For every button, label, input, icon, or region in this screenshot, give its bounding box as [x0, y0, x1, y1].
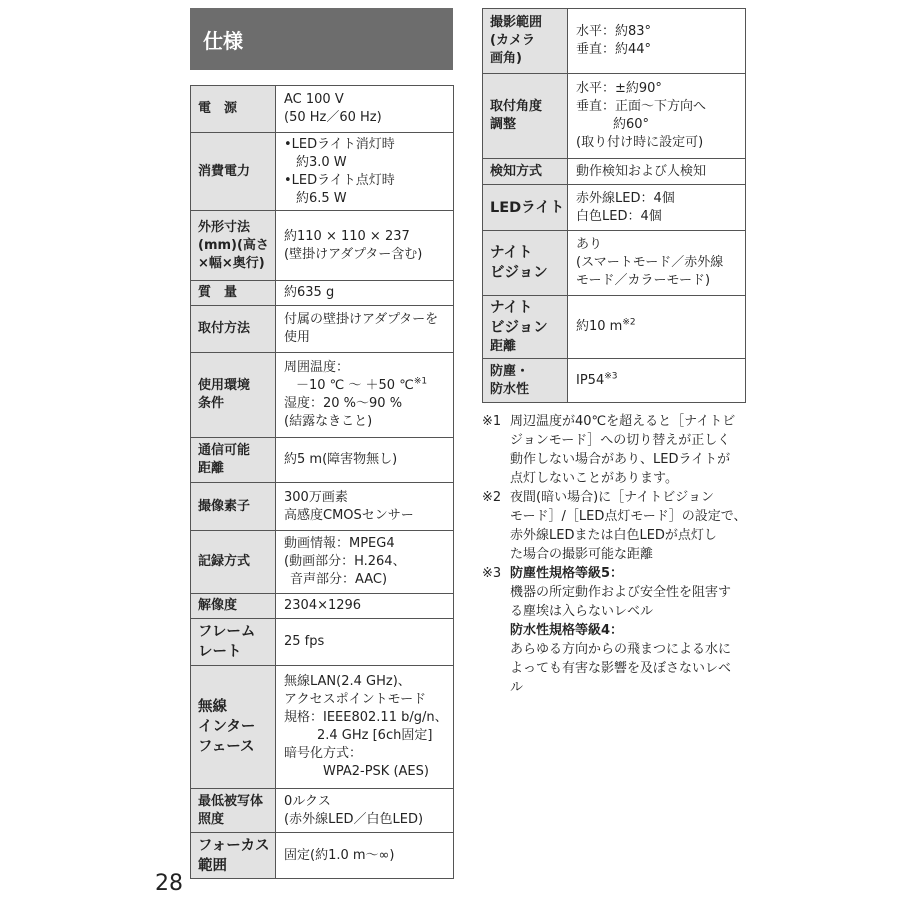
spec-label-line: 撮影範囲: [490, 15, 543, 30]
page-number: 28: [155, 871, 183, 896]
spec-value-line: (壁掛けアダプター含む): [284, 246, 423, 262]
footnote-line: 周辺温度が40℃を超えると［ナイトビ: [510, 414, 736, 429]
spec-value-line: (50 Hz／60 Hz): [284, 110, 382, 125]
spec-label-line: インター: [198, 719, 256, 735]
spec-label-line: 通信可能: [198, 443, 251, 458]
spec-label: [191, 133, 276, 211]
spec-value-line: 約110 × 110 × 237: [284, 228, 410, 244]
spec-value: [568, 74, 746, 159]
spec-label-line: 消費電力: [198, 163, 251, 179]
spec-value-line: (赤外線LED／白色LED): [284, 811, 424, 827]
footnote-line: ル: [510, 680, 524, 695]
spec-value: [568, 231, 746, 296]
spec-label: [191, 86, 276, 133]
spec-value-line: 2.4 GHz [6ch固定]: [317, 728, 433, 743]
spec-row-communication-range: [191, 438, 454, 483]
spec-label: [483, 185, 568, 231]
footnote-text: [510, 412, 735, 488]
footnote-line: 動作しない場合があり、LEDライトが: [510, 452, 731, 467]
footnote-3: [482, 564, 752, 697]
footnote-line: た場合の撮影可能な距離: [510, 547, 654, 562]
spec-value-line: あり: [576, 237, 603, 252]
spec-label: [483, 74, 568, 159]
spec-value-line: モード／カラーモード): [576, 273, 711, 288]
footnote-line: 赤外線LEDまたは白色LEDが点灯し: [510, 528, 717, 543]
spec-value-line: 周囲温度：: [284, 360, 350, 375]
footnote-1: [482, 412, 752, 488]
spec-value-line: 赤外線LED：4個: [576, 190, 675, 206]
spec-label: [483, 159, 568, 185]
spec-value-line: (動画部分：H.264、: [284, 554, 406, 569]
spec-table-left: [190, 85, 454, 879]
spec-value: [276, 833, 454, 879]
footnote-ref: ※1: [413, 376, 428, 387]
spec-row-resolution: [191, 594, 454, 619]
spec-value-line: 固定(約1.0 m～∞): [284, 847, 395, 863]
footnotes: [482, 412, 752, 697]
spec-row-mounting-angle: [483, 74, 746, 159]
spec-label: [191, 833, 276, 879]
footnote-line: あらゆる方向からの飛まつによる水に: [510, 642, 732, 657]
spec-value: [276, 211, 454, 281]
spec-row-operating-environment: [191, 353, 454, 438]
section-title: 仕様: [203, 28, 243, 53]
spec-label-line: 条件: [198, 396, 225, 411]
spec-value-line: 0ルクス: [284, 793, 331, 809]
spec-row-dust-water-resistance: [483, 359, 746, 403]
spec-value: [276, 619, 454, 666]
footnote-line: 夜間(暗い場合)に［ナイトビジョン: [510, 490, 714, 505]
spec-value-text: 約10 m: [576, 319, 623, 334]
spec-value-line: 約3.0 W: [296, 154, 347, 170]
spec-value-line: •LEDライト点灯時: [284, 172, 395, 188]
spec-label-line: 撮像素子: [198, 498, 251, 514]
spec-value-text: －10 ℃ ～ ＋50 ℃: [296, 378, 414, 393]
spec-value-line: AC 100 V: [284, 92, 344, 107]
spec-value-line: 白色LED：4個: [576, 208, 662, 224]
spec-value-line: 付属の壁掛けアダプターを: [284, 312, 439, 327]
spec-label: [191, 531, 276, 594]
spec-label-line: 範囲: [198, 857, 227, 874]
spec-label: [483, 231, 568, 296]
spec-label-line: 解像度: [198, 598, 238, 613]
footnote-subheading: 防塵性規格等級5：: [510, 566, 624, 581]
spec-value: [276, 531, 454, 594]
spec-value-line: 規格：IEEE802.11 b/g/n、: [284, 710, 448, 725]
spec-label: [483, 296, 568, 359]
spec-value: [568, 359, 746, 403]
spec-value-line: [576, 372, 741, 390]
spec-label-line: ナイト: [490, 245, 533, 261]
spec-label-line: 最低被写体: [198, 793, 264, 809]
spec-label-line: 画角): [490, 51, 522, 66]
footnote-line: モード］/［LED点灯モード］の設定で、: [510, 509, 747, 524]
spec-value-line: 動作検知および人検知: [576, 163, 707, 179]
spec-value-line: 25 fps: [284, 634, 325, 649]
spec-value-line: 垂直：約44°: [576, 42, 652, 57]
spec-value: [276, 306, 454, 353]
spec-value: [568, 159, 746, 185]
spec-value-line: アクセスポイントモード: [284, 692, 427, 707]
footnote-text: [510, 564, 731, 697]
spec-value-line: •LEDライト消灯時: [284, 136, 395, 152]
spec-row-night-vision-range: [483, 296, 746, 359]
spec-value: [276, 594, 454, 619]
spec-value: [568, 296, 746, 359]
spec-row-led-light: [483, 185, 746, 231]
spec-value: [276, 86, 454, 133]
spec-label-line: ビジョン: [490, 265, 548, 281]
spec-row-recording-format: [191, 531, 454, 594]
spec-value-line: 300万画素: [284, 489, 348, 505]
spec-label: [483, 359, 568, 403]
spec-label-line: 距離: [198, 461, 225, 476]
spec-label-line: フェース: [198, 739, 255, 755]
spec-row-field-of-view: [483, 9, 746, 74]
spec-value-line: (取り付け時に設定可): [576, 135, 704, 150]
spec-row-focus-range: [191, 833, 454, 879]
footnote-line: ジョンモード］への切り替えが正しく: [510, 433, 731, 448]
spec-value-line: 湿度：20 %～90 %: [284, 396, 403, 411]
spec-label: [191, 619, 276, 666]
spec-label-line: 防水性: [490, 381, 530, 397]
spec-label-line: ビジョン: [490, 320, 548, 336]
spec-label-line: 取付角度: [490, 99, 543, 114]
spec-value: [276, 483, 454, 531]
footnote-line: よっても有害な影響を及ぼさないレベ: [510, 661, 732, 676]
spec-value: [276, 438, 454, 483]
spec-value: [568, 9, 746, 74]
spec-row-mounting-method: [191, 306, 454, 353]
spec-label-line: 防塵・: [490, 363, 530, 379]
spec-value-line: 使用: [284, 330, 311, 345]
spec-value-line: (結露なきこと): [284, 414, 373, 429]
spec-label: [483, 9, 568, 74]
footnote-marker: ※2: [482, 490, 502, 505]
spec-value: [276, 353, 454, 438]
spec-label-line: 検知方式: [490, 163, 543, 179]
spec-row-image-sensor: [191, 483, 454, 531]
spec-value-text: IP54: [576, 372, 605, 388]
footnote-line: 点灯しないことがあります。: [510, 471, 678, 486]
spec-label: [191, 789, 276, 833]
spec-label-line: 外形寸法: [198, 219, 251, 235]
spec-value-line: 約635 g: [284, 285, 335, 300]
section-header: [190, 8, 453, 70]
spec-value-line: 約5 m(障害物無し): [284, 452, 398, 467]
spec-label-line: 距離: [490, 339, 517, 354]
spec-value: [276, 666, 454, 789]
spec-label-line: ×幅×奥行): [198, 255, 265, 271]
spec-value: [276, 281, 454, 306]
footnote-ref: ※3: [604, 371, 618, 382]
footnote-line: る塵埃は入らないレベル: [510, 604, 654, 619]
spec-value-line: 垂直：正面～下方向へ: [576, 99, 707, 114]
spec-label: [191, 594, 276, 619]
spec-value-line: 約60°: [613, 117, 650, 132]
spec-value-line: 無線LAN(2.4 GHz)、: [284, 674, 411, 689]
spec-row-wireless-interface: [191, 666, 454, 789]
spec-label-line: 無線: [198, 699, 227, 715]
spec-row-frame-rate: [191, 619, 454, 666]
spec-label-line: レート: [198, 644, 242, 660]
spec-label-line: フォーカス: [198, 837, 270, 854]
spec-value-line: 暗号化方式：: [284, 746, 363, 761]
spec-label-line: 記録方式: [198, 554, 251, 569]
spec-value-line: WPA2-PSK (AES): [323, 764, 429, 779]
spec-value-line: 水平：±約90°: [576, 81, 662, 96]
spec-label: [191, 438, 276, 483]
spec-row-min-illumination: [191, 789, 454, 833]
spec-value: [276, 133, 454, 211]
spec-value-line: [284, 377, 449, 395]
spec-value-line: 音声部分：AAC): [290, 572, 388, 587]
footnote-text: [510, 488, 747, 564]
spec-value-line: [576, 318, 741, 336]
spec-value: [276, 789, 454, 833]
spec-value: [568, 185, 746, 231]
spec-label: [191, 281, 276, 306]
spec-table-right: [482, 8, 746, 403]
spec-row-detection-method: [483, 159, 746, 185]
spec-label-line: 照度: [198, 811, 225, 827]
spec-row-power: [191, 86, 454, 133]
spec-value-line: 水平：約83°: [576, 24, 652, 39]
spec-label-line: フレーム: [198, 624, 256, 640]
footnote-marker: ※3: [482, 566, 502, 581]
spec-row-power-consumption: [191, 133, 454, 211]
footnote-subheading: 防水性規格等級4：: [510, 623, 624, 638]
spec-label: [191, 306, 276, 353]
spec-label-line: 電 源: [198, 101, 238, 116]
spec-value-line: 約6.5 W: [296, 190, 347, 206]
spec-row-weight: [191, 281, 454, 306]
spec-label-line: 調整: [490, 117, 517, 132]
spec-label: [191, 211, 276, 281]
spec-value-line: 2304×1296: [284, 598, 362, 613]
spec-label-line: (mm)(高さ: [198, 237, 269, 253]
spec-label-line: ナイト: [490, 300, 533, 316]
spec-label-line: 質 量: [198, 285, 238, 300]
spec-row-night-vision: [483, 231, 746, 296]
footnote-line: 機器の所定動作および安全性を阻害す: [510, 585, 732, 600]
spec-label: [191, 483, 276, 531]
spec-row-dimensions: [191, 211, 454, 281]
footnote-marker: ※1: [482, 414, 502, 429]
spec-label-line: 使用環境: [198, 378, 251, 393]
spec-label-line: 取付方法: [198, 321, 251, 336]
spec-label: [191, 353, 276, 438]
spec-value-line: 動画情報：MPEG4: [284, 536, 395, 551]
spec-value-line: (スマートモード／赤外線: [576, 255, 724, 270]
footnote-ref: ※2: [622, 317, 636, 328]
spec-label-line: (カメラ: [490, 33, 535, 48]
spec-label-line: LEDライト: [490, 199, 565, 216]
spec-value-line: 高感度CMOSセンサー: [284, 507, 414, 523]
footnote-2: [482, 488, 752, 564]
spec-label: [191, 666, 276, 789]
